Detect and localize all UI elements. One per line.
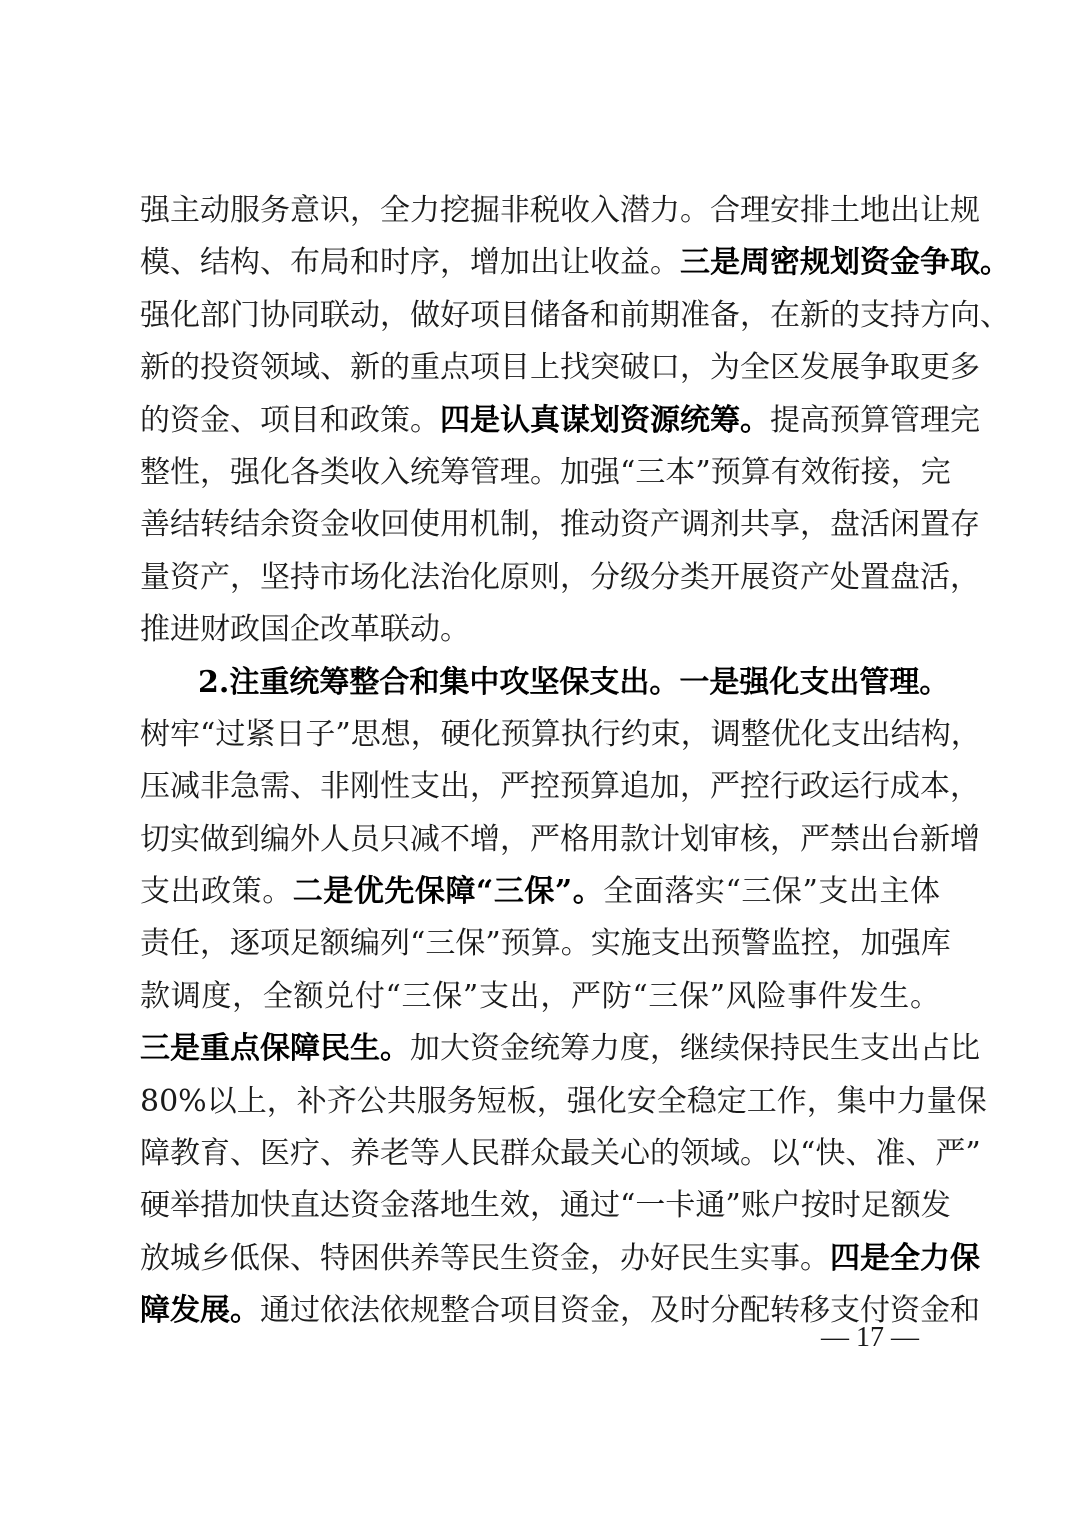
text-line: 树 牢 “ 过 紧 日 子 ” 思 想 ， 硬 化 预 算 执 行 约 束 ， 调 整 优 化 支 出 结 构 ， — [140, 716, 981, 752]
text-line: 支 出 政 策 。 二 是 优 先 保 障 “ 三 保 ” 。 全 面 落 实 “ 三 保 ” 支 出 主 体 — [140, 874, 940, 910]
text-line: 责 任 ， 逐 项 足 额 编 列 “ 三 保 ” 预 算 。 实 施 支 出 预 警 监 控 ， 加 强 库 — [140, 926, 951, 962]
text-line: 模 、 结 构 、 布 局 和 时 序 ， 增 加 出 让 收 益 。 三 是 周 密 规 划 资 金 争 取 。 — [140, 245, 1010, 281]
text-line: 障 教 育 、 医 疗 、 养 老 等 人 民 群 众 最 关 心 的 领 域 。 以 “ 快 、 准 、 严 ” — [140, 1136, 981, 1172]
text-line: 硬 举 措 加 快 直 达 资 金 落 地 生 效 ， 通 过 “ 一 卡 通 ” 账 户 按 时 足 额 发 — [140, 1188, 951, 1224]
text-line: 2. 注 重 统 筹 整 合 和 集 中 攻 坚 保 支 出 。 一 是 强 化 支 出 管 理 。 — [198, 664, 950, 700]
text-line: 善 结 转 结 余 资 金 收 回 使 用 机 制 ， 推 动 资 产 调 剂 共 享 ， 盘 活 闲 置 存 — [140, 507, 980, 543]
text-line: 款 调 度 ， 全 额 兑 付 “ 三 保 ” 支 出 ， 严 防 “ 三 保 ” 风 险 事 件 发 生 。 — [140, 978, 940, 1014]
text-line: 三 是 重 点 保 障 民 生 。 加 大 资 金 统 筹 力 度 ， 继 续 保 持 民 生 支 出 占 比 — [140, 1031, 980, 1067]
body-text — [140, 185, 1010, 1338]
text-line: 量 资 产 ， 坚 持 市 场 化 法 治 化 原 则 ， 分 级 分 类 开 展 资 产 处 置 盘 活 ， — [140, 559, 980, 595]
text-line: 障 发 展 。 通 过 依 法 依 规 整 合 项 目 资 金 ， 及 时 分 配 转 移 支 付 资 金 和 — [140, 1293, 980, 1329]
text-line: 强 主 动 服 务 意 识 ， 全 力 挖 掘 非 税 收 入 潜 力 。 合 理 安 排 土 地 出 让 规 — [140, 193, 980, 228]
text-line: 压 减 非 急 需 、 非 刚 性 支 出 ， 严 控 预 算 追 加 ， 严 控 行 政 运 行 成 本 ， — [140, 769, 980, 805]
text-line: 强 化 部 门 协 同 联 动 ， 做 好 项 目 储 备 和 前 期 准 备 ， 在 新 的 支 持 方 向 、 — [140, 297, 1010, 333]
text-line: 放 城 乡 低 保 、 特 困 供 养 等 民 生 资 金 ， 办 好 民 生 实 事 。 四 是 全 力 保 — [140, 1240, 980, 1276]
text-line: 80% 以 上 ， 补 齐 公 共 服 务 短 板 ， 强 化 安 全 稳 定 工 作 ， 集 中 力 量 保 — [140, 1083, 987, 1119]
page-number: — 17 — — [821, 1322, 919, 1353]
text-line: 整 性 ， 强 化 各 类 收 入 统 筹 管 理 。 加 强 “ 三 本 ” 预 算 有 效 衔 接 ， 完 — [140, 454, 951, 490]
text-line: 切 实 做 到 编 外 人 员 只 减 不 增 ， 严 格 用 款 计 划 审 核 ， 严 禁 出 台 新 增 — [140, 821, 980, 857]
text-line: 新 的 投 资 领 域 、 新 的 重 点 项 目 上 找 突 破 口 ， 为 全 区 发 展 争 取 更 多 — [140, 350, 980, 386]
text-line: 推 进 财 政 国 企 改 革 联 动 。 — [140, 612, 470, 648]
text-line: 的 资 金 、 项 目 和 政 策 。 四 是 认 真 谋 划 资 源 统 筹 。 提 高 预 算 管 理 完 — [140, 402, 980, 438]
